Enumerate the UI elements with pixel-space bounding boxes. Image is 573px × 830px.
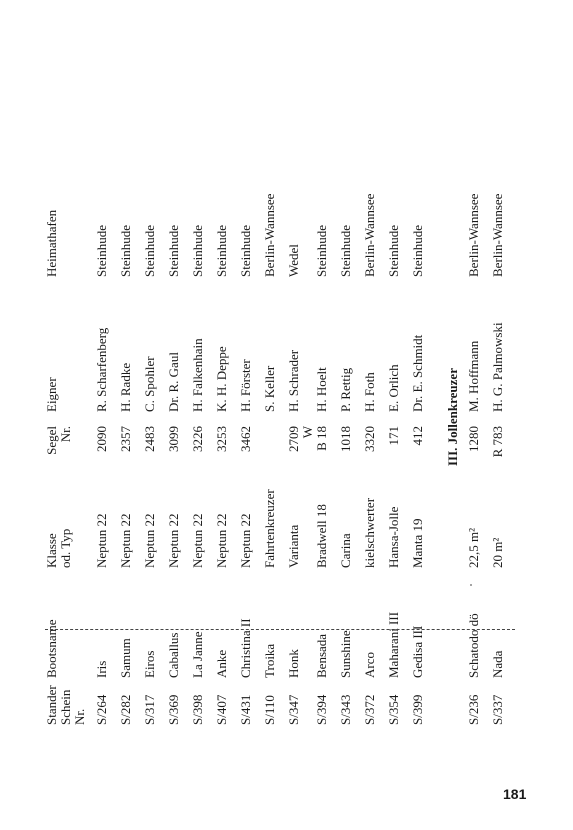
header-eigner: Eigner	[44, 377, 59, 412]
cell-stander: S/282	[118, 694, 133, 725]
cell-bootsname: Schatodo dö	[466, 613, 481, 678]
cell-segel: 1280	[466, 426, 481, 452]
cell-heimathafen: Wedel	[286, 244, 301, 277]
cell-eigner: M. Hoffmann	[466, 340, 481, 412]
cell-klasse: Manta 19	[410, 518, 425, 568]
cell-segel: 171	[386, 426, 401, 446]
cell-klasse: Neptun 22	[94, 513, 109, 568]
cell-bootsname: Sunshine	[338, 630, 353, 678]
cell-bootsname: Gedisa III	[410, 625, 425, 678]
cell-klasse: kielschwerter	[362, 497, 377, 568]
cell-segel: 3099	[166, 426, 181, 452]
cell-heimathafen: Steinhude	[94, 225, 109, 277]
cell-stander: S/337	[490, 694, 505, 725]
table-section-jollenkreuzer	[435, 157, 467, 725]
cell-bootsname: Nada	[490, 650, 505, 678]
cell-heimathafen: Berlin-Wannsee	[466, 193, 481, 277]
cell-heimathafen: Steinhude	[142, 225, 157, 277]
cell-bootsname: Troika	[262, 643, 277, 678]
cell-bootsname: Samum	[118, 638, 133, 678]
cell-segel: 3253	[214, 426, 229, 452]
page-number: 181	[503, 786, 527, 802]
cell-stander: S/394	[314, 694, 329, 725]
cell-eigner: K. H. Deppe	[214, 346, 229, 412]
table-row	[119, 157, 143, 725]
table-row	[263, 157, 287, 725]
cell-bootsname: Bensada	[314, 633, 329, 678]
table-row	[167, 157, 191, 725]
header-heimathafen: Heimathafen	[44, 209, 59, 277]
cell-segel: 2709 W	[286, 426, 315, 452]
cell-segel: 2090	[94, 426, 109, 452]
cell-stander: S/407	[214, 694, 229, 725]
cell-eigner: S. Keller	[262, 365, 277, 412]
cell-bootsname: Anke	[214, 649, 229, 678]
cell-segel: B 18	[314, 426, 329, 451]
cell-eigner: Dr. E. Schmidt	[410, 334, 425, 412]
header-segel: Segel Nr.	[44, 426, 73, 455]
cell-klasse: Carina	[338, 533, 353, 568]
dashed-divider	[45, 629, 515, 630]
cell-heimathafen: Steinhude	[410, 225, 425, 277]
table-row	[411, 157, 435, 725]
cell-eigner: H. Foth	[362, 372, 377, 412]
cell-stander: S/369	[166, 694, 181, 725]
cell-klasse: Fahrtenkreuzer	[262, 489, 277, 568]
cell-heimathafen: Steinhude	[166, 225, 181, 277]
cell-segel: 3320	[362, 426, 377, 452]
cell-stander: S/317	[142, 694, 157, 725]
cell-eigner: E. Orlich	[386, 364, 401, 412]
header-stander: Stander Schein Nr.	[44, 685, 87, 725]
cell-stander: S/431	[238, 694, 253, 725]
cell-segel: R 783	[490, 426, 505, 458]
cell-klasse: Neptun 22	[238, 513, 253, 568]
table-body-main	[95, 157, 435, 725]
cell-bootsname: Caballus	[166, 632, 181, 678]
cell-bootsname: Eiros	[142, 650, 157, 678]
cell-segel: 2357	[118, 426, 133, 452]
section-row	[435, 157, 467, 725]
stray-dot	[470, 584, 472, 586]
table-header-row	[45, 157, 95, 725]
cell-stander: S/343	[338, 694, 353, 725]
table-body-jollenkreuzer	[467, 157, 515, 725]
cell-klasse: Hansa-Jolle	[386, 506, 401, 568]
cell-eigner: P. Rettig	[338, 367, 353, 412]
cell-heimathafen: Steinhude	[118, 225, 133, 277]
cell-segel: 3226	[190, 426, 205, 452]
cell-heimathafen: Steinhude	[238, 225, 253, 277]
cell-stander: S/110	[262, 695, 277, 725]
table-row	[143, 157, 167, 725]
cell-heimathafen: Steinhude	[386, 225, 401, 277]
cell-heimathafen: Steinhude	[214, 225, 229, 277]
cell-klasse: Neptun 22	[166, 513, 181, 568]
cell-klasse: 22,5 m²	[466, 527, 481, 568]
cell-klasse: Neptun 22	[214, 513, 229, 568]
cell-eigner: H. Falkenhain	[190, 338, 205, 412]
cell-stander: S/264	[94, 694, 109, 725]
cell-stander: S/398	[190, 694, 205, 725]
table-row	[363, 157, 387, 725]
cell-stander: S/354	[386, 694, 401, 725]
cell-eigner: H. Förster	[238, 359, 253, 412]
cell-eigner: H. Radke	[118, 362, 133, 412]
cell-bootsname: La Janne	[190, 631, 205, 678]
section-title: III. Jollenkreuzer	[445, 368, 460, 466]
cell-bootsname: Honk	[286, 649, 301, 678]
cell-heimathafen: Berlin-Wannsee	[362, 193, 377, 277]
cell-segel	[263, 412, 287, 466]
cell-klasse: Neptun 22	[118, 513, 133, 568]
table-row	[191, 157, 215, 725]
table-row	[491, 157, 515, 725]
table-row	[315, 157, 339, 725]
cell-eigner: R. Scharfenberg	[94, 327, 109, 412]
cell-segel: 3462	[238, 426, 253, 452]
cell-heimathafen: Steinhude	[190, 225, 205, 277]
rotated-table-block	[45, 85, 525, 725]
cell-segel: 412	[410, 426, 425, 446]
cell-heimathafen: Berlin-Wannsee	[262, 193, 277, 277]
cell-heimathafen: Berlin-Wannsee	[490, 193, 505, 277]
cell-klasse: 20 m²	[490, 537, 505, 568]
cell-eigner: H. G. Palmowski	[490, 322, 505, 412]
header-bootsname: Bootsname	[44, 619, 59, 678]
cell-bootsname: Iris	[94, 660, 109, 678]
cell-heimathafen: Steinhude	[314, 225, 329, 277]
header-klasse: Klasse od. Typ	[44, 528, 73, 568]
table-row	[339, 157, 363, 725]
table-row	[239, 157, 263, 725]
cell-bootsname: Arco	[362, 652, 377, 678]
cell-eigner: Dr. R. Gaul	[166, 352, 181, 412]
cell-segel: 1018	[338, 426, 353, 452]
table-row	[215, 157, 239, 725]
cell-bootsname: Christina II	[238, 618, 253, 678]
cell-heimathafen: Steinhude	[338, 225, 353, 277]
cell-stander: S/372	[362, 694, 377, 725]
cell-stander: S/347	[286, 694, 301, 725]
cell-eigner: H. Hoelt	[314, 367, 329, 412]
cell-klasse: Varianta	[286, 524, 301, 568]
cell-stander: S/399	[410, 694, 425, 725]
cell-stander: S/236	[466, 694, 481, 725]
cell-bootsname: Maharani III	[386, 611, 401, 678]
cell-klasse: Neptun 22	[190, 513, 205, 568]
table-row	[387, 157, 411, 725]
cell-klasse: Bradwell 18	[314, 504, 329, 568]
table-row	[287, 157, 315, 725]
cell-segel: 2483	[142, 426, 157, 452]
cell-eigner: H. Schrader	[286, 349, 301, 412]
cell-eigner: C. Spohler	[142, 356, 157, 412]
table-row	[95, 157, 119, 725]
boat-register-table	[45, 157, 515, 725]
table-row	[467, 157, 491, 725]
cell-klasse: Neptun 22	[142, 513, 157, 568]
